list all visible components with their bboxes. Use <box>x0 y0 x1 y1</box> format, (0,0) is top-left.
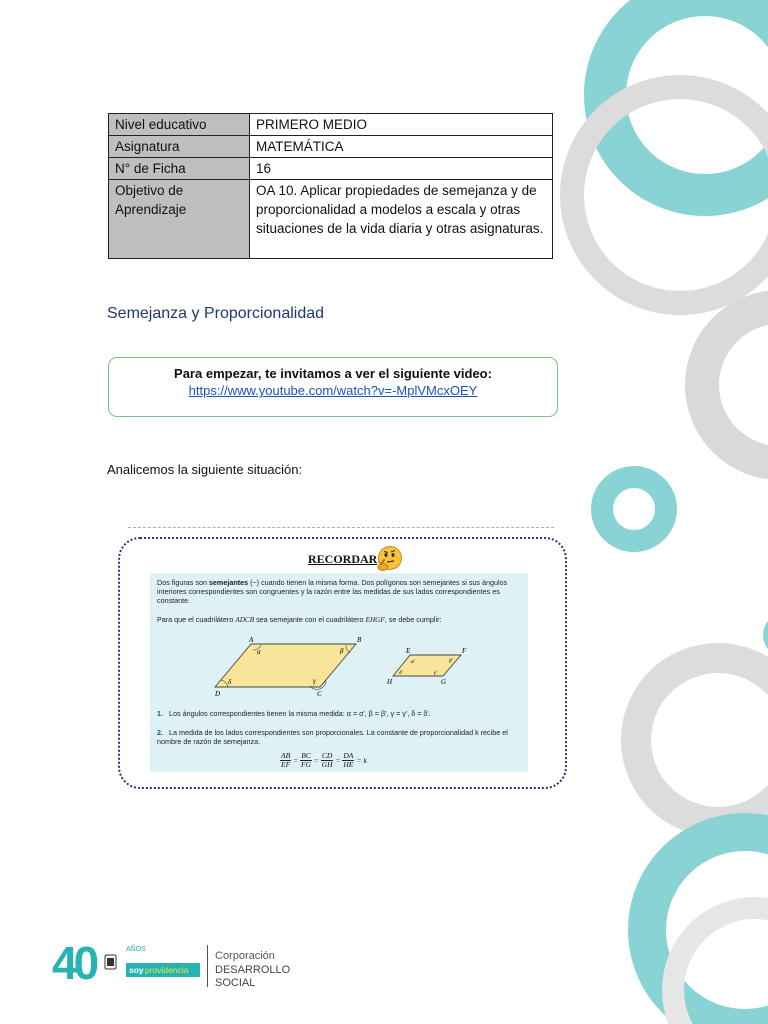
table-row <box>109 136 553 158</box>
recordar-title <box>308 552 381 567</box>
parallelogram-adcb <box>214 636 362 698</box>
numerator: AB <box>281 751 291 760</box>
vertex-label: H <box>387 678 393 686</box>
equals-sign: = <box>313 756 319 765</box>
definition-part: (~) cuando tienen la misma forma. Dos polígonos son semejantes si sus ángulos interiores correspondientes son congruentes y la razón entre las medidas de sus lados correspondientes es constante. <box>157 578 508 605</box>
quad-name: ADCB <box>235 616 255 624</box>
brand-providencia: providencia <box>145 965 189 975</box>
definition-bold: semejantes <box>208 578 249 587</box>
ratio-constant: k <box>363 756 367 765</box>
parallelogram-ehgf <box>386 647 467 686</box>
recordar-title-text: RECORDAR <box>308 552 378 566</box>
row-value: 16 <box>250 158 553 180</box>
row-label: Nivel educativo <box>109 114 250 136</box>
item-text: La medida de los lados correspondientes son proporcionales. La constante de proporcionalidad k recibe el nombre de razón de semejanza. <box>157 728 508 746</box>
condition-part: , se debe cumplir: <box>384 615 442 624</box>
thinking-face-icon <box>375 545 403 573</box>
video-box <box>108 357 558 417</box>
section-title: Semejanza y Proporcionalidad <box>107 305 325 322</box>
table-row <box>109 114 553 136</box>
angle-label: α <box>257 648 261 656</box>
equals-sign: = <box>356 756 362 765</box>
fraction <box>300 752 312 769</box>
fraction <box>280 752 291 769</box>
angle-label: δ' <box>399 670 403 676</box>
item-number: 2. <box>157 728 163 737</box>
condition-part: Para que el cuadrilátero <box>157 615 236 624</box>
numerator: BC <box>301 751 311 760</box>
table-row <box>109 180 553 259</box>
corp-line3: SOCIAL <box>215 977 256 989</box>
condition-part: sea semejante con el cuadrilátero <box>254 615 366 624</box>
angle-label: β' <box>449 658 453 664</box>
row-label: Objetivo de Aprendizaje <box>109 180 250 259</box>
condition-text <box>157 615 525 625</box>
angle-label: β <box>340 647 344 655</box>
numerator: CD <box>321 751 333 760</box>
anniversary-number: 40 <box>52 937 96 989</box>
vertex-label: A <box>249 636 254 644</box>
row-value: PRIMERO MEDIO <box>250 114 553 136</box>
angle-label: γ' <box>434 670 438 676</box>
vertex-label: D <box>215 690 221 698</box>
dashed-divider <box>128 527 554 528</box>
denominator: GH <box>321 760 333 769</box>
city-crest-icon <box>105 955 116 969</box>
corp-line1: Corporación <box>215 950 275 962</box>
angle-label: α' <box>411 659 416 665</box>
equals-sign: = <box>293 756 299 765</box>
video-intro: Para empezar, te invitamos a ver el siguiente video: <box>174 366 492 381</box>
fraction <box>342 752 354 769</box>
angle-label: δ <box>228 678 232 686</box>
vertex-label: B <box>357 636 362 644</box>
property-item-1 <box>157 709 525 718</box>
info-table <box>108 113 553 259</box>
item-number: 1. <box>157 709 163 718</box>
brand-soy: soy <box>129 965 144 975</box>
analyze-text: Analicemos la siguiente situación: <box>107 462 303 477</box>
years-text: AÑOS <box>126 946 146 953</box>
row-label: Asignatura <box>109 136 250 158</box>
definition-text <box>157 578 525 605</box>
video-link[interactable]: https://www.youtube.com/watch?v=-MplVMcxOEY <box>188 383 478 398</box>
logo-divider <box>207 945 208 987</box>
similarity-formula <box>280 752 367 769</box>
numerator: DA <box>343 751 354 760</box>
denominator: EF <box>281 760 291 769</box>
definition-part: Dos figuras son <box>157 578 209 587</box>
row-label: N° de Ficha <box>109 158 250 180</box>
denominator: HE <box>343 760 354 769</box>
equals-sign: = <box>335 756 341 765</box>
property-item-2 <box>157 728 525 746</box>
row-value: OA 10. Aplicar propiedades de semejanza y de proporcionalidad a modelos a escala y otras situaciones de la vida diaria y otras asignaturas. <box>250 180 553 259</box>
vertex-label: C <box>317 690 322 698</box>
parallelograms-figure <box>150 632 528 702</box>
footer-logo <box>52 935 292 991</box>
row-value: MATEMÁTICA <box>250 136 553 158</box>
vertex-label: G <box>441 678 447 686</box>
item-text: Los ángulos correspondientes tienen la misma medida: α = α', β = β', γ = γ', δ = δ'. <box>169 709 431 718</box>
angle-label: γ <box>313 677 316 685</box>
table-row <box>109 158 553 180</box>
denominator: FG <box>301 760 312 769</box>
vertex-label: F <box>462 647 467 655</box>
vertex-label: E <box>406 647 411 655</box>
corp-line2: DESARROLLO <box>215 964 291 976</box>
quad-name: EHGF <box>365 616 385 624</box>
fraction <box>321 752 333 769</box>
